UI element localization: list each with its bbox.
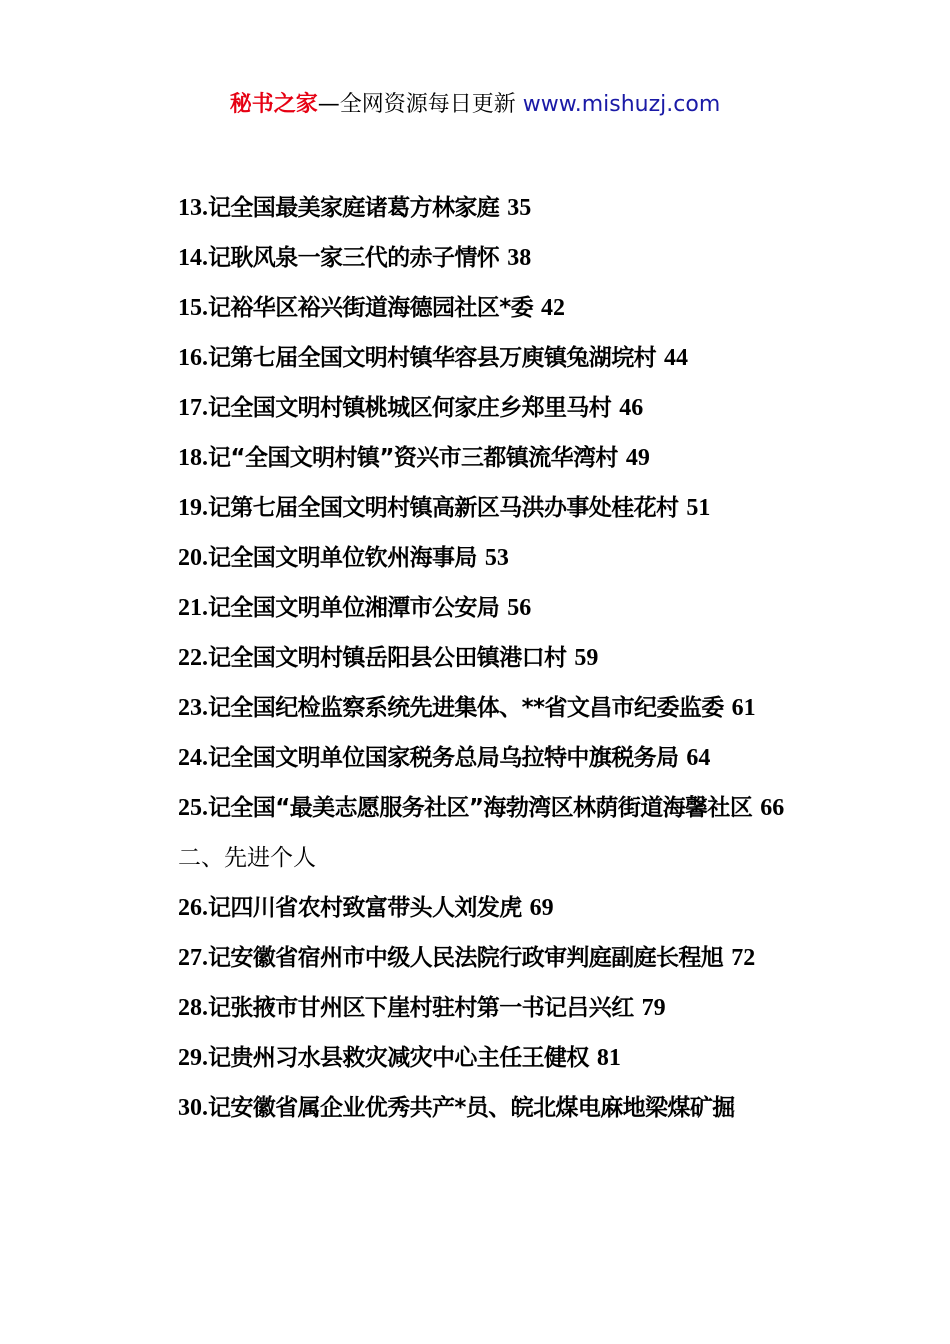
toc-entry-title: 记全国最美家庭诸葛方林家庭 — [208, 195, 500, 221]
toc-entry-page: 79 — [641, 995, 666, 1021]
header-url[interactable]: www.mishuzj.com — [522, 92, 721, 117]
toc-entry[interactable] — [128, 733, 834, 783]
toc-group-collective — [128, 183, 834, 833]
brand-name: 秘书之家 — [229, 92, 318, 117]
toc-entry-number: 19. — [178, 495, 208, 521]
toc-entry[interactable] — [128, 333, 834, 383]
toc-entry[interactable] — [128, 983, 834, 1033]
toc-entry-number: 27. — [178, 945, 208, 971]
toc-entry-title: 记“全国文明村镇”资兴市三都镇流华湾村 — [208, 445, 618, 471]
page-header — [0, 88, 950, 122]
toc-entry-page: 69 — [529, 895, 554, 921]
toc-entry-title: 记四川省农村致富带头人刘发虎 — [208, 895, 522, 921]
toc-entry-number: 23. — [178, 695, 208, 721]
toc-entry[interactable] — [128, 783, 834, 833]
toc-entry-title: 记全国纪检监察系统先进集体、**省文昌市纪委监委 — [208, 695, 724, 721]
toc-entry-number: 21. — [178, 595, 208, 621]
toc-entry[interactable] — [128, 1083, 834, 1133]
toc-entry-page: 56 — [507, 595, 532, 621]
toc-entry-page: 59 — [574, 645, 599, 671]
toc-entry[interactable] — [128, 933, 834, 983]
toc-entry-page: 81 — [596, 1045, 621, 1071]
toc-entry-page: 44 — [664, 345, 689, 371]
toc-entry-number: 17. — [178, 395, 208, 421]
toc-entry-page: 53 — [484, 545, 509, 571]
toc-entry-title: 记耿风泉一家三代的赤子情怀 — [208, 245, 500, 271]
toc-entry-page: 35 — [507, 195, 532, 221]
toc-entry-title: 记全国文明村镇岳阳县公田镇港口村 — [208, 645, 567, 671]
toc-entry-title: 记安徽省属企业优秀共产*员、皖北煤电麻地梁煤矿掘 — [208, 1095, 735, 1121]
toc-entry[interactable] — [128, 483, 834, 533]
section-heading: 二、先进个人 — [178, 845, 316, 871]
table-of-contents — [128, 183, 834, 1133]
toc-entry-number: 18. — [178, 445, 208, 471]
toc-entry[interactable] — [128, 283, 834, 333]
toc-entry[interactable] — [128, 633, 834, 683]
toc-entry[interactable] — [128, 883, 834, 933]
toc-entry-title: 记全国文明单位湘潭市公安局 — [208, 595, 500, 621]
toc-entry-number: 28. — [178, 995, 208, 1021]
toc-entry-number: 30. — [178, 1095, 208, 1121]
toc-entry-number: 20. — [178, 545, 208, 571]
header-dash: — — [317, 92, 340, 117]
toc-entry-number: 13. — [178, 195, 208, 221]
toc-entry-number: 26. — [178, 895, 208, 921]
toc-entry-title: 记裕华区裕兴街道海德园社区*委 — [208, 295, 534, 321]
toc-entry-title: 记全国文明单位钦州海事局 — [208, 545, 477, 571]
toc-entry[interactable] — [128, 183, 834, 233]
toc-entry-page: 51 — [686, 495, 711, 521]
toc-entry[interactable] — [128, 533, 834, 583]
toc-entry-title: 记贵州习水县救灾减灾中心主任王健权 — [208, 1045, 589, 1071]
toc-entry-page: 42 — [541, 295, 566, 321]
toc-entry-page: 38 — [507, 245, 532, 271]
header-tagline: 全网资源每日更新 — [339, 92, 516, 117]
toc-entry-number: 25. — [178, 795, 208, 821]
toc-entry-title: 记安徽省宿州市中级人民法院行政审判庭副庭长程旭 — [208, 945, 724, 971]
toc-group-individual — [128, 883, 834, 1133]
toc-entry-number: 15. — [178, 295, 208, 321]
toc-entry-title: 记全国“最美志愿服务社区”海勃湾区林荫街道海馨社区 — [208, 795, 753, 821]
toc-entry-page: 72 — [731, 945, 756, 971]
toc-entry-title: 记张掖市甘州区下崖村驻村第一书记吕兴红 — [208, 995, 634, 1021]
toc-entry-number: 22. — [178, 645, 208, 671]
toc-entry-page: 49 — [625, 445, 650, 471]
toc-entry-title: 记第七届全国文明村镇高新区马洪办事处桂花村 — [208, 495, 679, 521]
toc-entry-number: 29. — [178, 1045, 208, 1071]
toc-entry-number: 16. — [178, 345, 208, 371]
toc-entry[interactable] — [128, 1033, 834, 1083]
toc-entry[interactable] — [128, 583, 834, 633]
toc-entry[interactable] — [128, 683, 834, 733]
toc-entry[interactable] — [128, 233, 834, 283]
toc-entry-title: 记全国文明单位国家税务总局乌拉特中旗税务局 — [208, 745, 679, 771]
toc-entry[interactable] — [128, 383, 834, 433]
toc-entry-number: 14. — [178, 245, 208, 271]
toc-entry[interactable] — [128, 433, 834, 483]
toc-entry-page: 64 — [686, 745, 711, 771]
toc-entry-page: 66 — [760, 795, 785, 821]
toc-entry-title: 记全国文明村镇桃城区何家庄乡郑里马村 — [208, 395, 612, 421]
toc-entry-page: 46 — [619, 395, 644, 421]
toc-entry-page: 61 — [731, 695, 756, 721]
toc-entry-title: 记第七届全国文明村镇华容县万庾镇兔湖垸村 — [208, 345, 657, 371]
toc-entry-number: 24. — [178, 745, 208, 771]
